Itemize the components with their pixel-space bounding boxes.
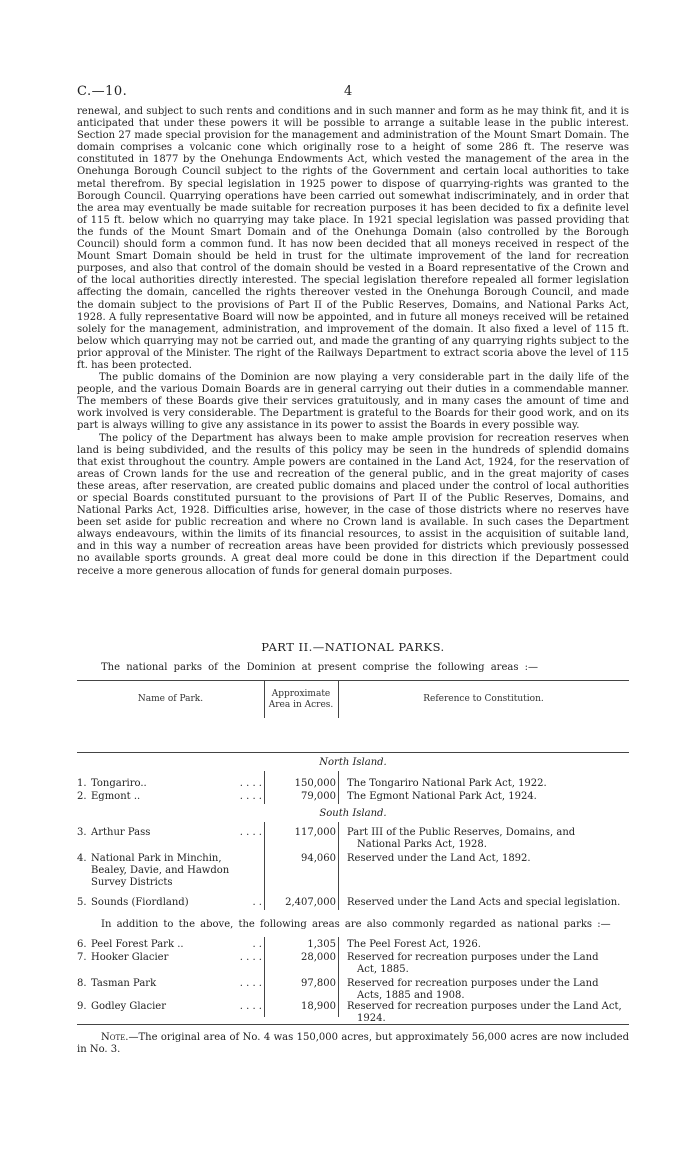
table-header-rule — [77, 752, 629, 753]
park-area: 1,305 — [307, 939, 336, 950]
column-header-area-line2: Area in Acres. — [268, 700, 334, 710]
south-divider-2 — [338, 822, 339, 910]
park-reference: The Peel Forest Act, 1926. — [347, 939, 481, 950]
additional-divider-2 — [338, 937, 339, 1017]
paragraph-mount-smart: renewal, and subject to such rents and conditions and in such manner and form as he may think fit, and it is anticipated that under these powers it will be possible to arrange a suitable lease in the public interest. Section 27 made special provision for the management and administration of the Mount Smart Domain. The domain comprises a volcanic cone which originally rose to a height of some 286 ft. The reserve was constituted in 1877 by the Onehunga Endowments Act, which vested the management of the area in the Onehunga Borough Council subject to the rights of the Government and certain local authorities to take metal therefrom. By special legislation in 1925 power to dispose of quarrying-rights was granted to the Borough Council. Quarrying operations have been carried out somewhat indiscriminately, and in order that the area may eventually be made suitable for recreation purposes it has been decided to fix a definite level of 115 ft. below which no quarrying may take place. In 1921 special legislation was passed providing that the funds of the Mount Smart Domain and of the Onehunga Domain (also controlled by the Borough Council) should form a common fund. It has now been decided that all moneys received in respect of the Mount Smart Domain should be held in trust for the ultimate improvement of the land for recreation purposes, and also that control of the domain should be vested in a Board representative of the Crown and of the local authorities directly interested. The special legislation therefore repealed all former legislation affecting the domain, cancelled the rights thereover vested in the Onehunga Borough Council, and made the domain subject to the provisions of Part II of the Public Reserves, Domains, and National Parks Act, 1928. A fully representative Board will now be appointed, and in future all moneys received will be retained solely for the management, administration, and improvement of the domain. It also fixed a level of 115 ft. below which quarrying may not be carried out, and made the granting of any quarrying rights subject to the prior approval of the Minister. The right of the Railways Department to extract scoria above the level of 115 ft. has been protected. — [77, 106, 629, 371]
park-name: Peel Forest Park .. — [91, 939, 184, 950]
park-name: Godley Glacier — [91, 1001, 166, 1012]
park-area: 18,900 — [301, 1001, 336, 1012]
additional-divider-1 — [264, 937, 265, 1017]
document-reference: C.—10. — [77, 84, 128, 99]
park-name: Sounds (Fiordland) — [91, 897, 189, 908]
park-name: Egmont .. — [91, 791, 141, 802]
park-name: Tasman Park — [91, 978, 157, 989]
park-reference: Reserved for recreation purposes under the Land Act, 1924. — [347, 1001, 622, 1024]
column-header-name: Name of Park. — [137, 694, 204, 704]
north-divider-1 — [264, 771, 265, 804]
park-reference: The Egmont National Park Act, 1924. — [347, 791, 537, 802]
note-label: Note. — [101, 1032, 129, 1043]
park-name: Arthur Pass — [91, 827, 151, 838]
footnote — [77, 1032, 629, 1056]
column-header-reference: Reference to Constitution. — [423, 694, 544, 704]
park-reference: Reserved for recreation purposes under the Land Acts, 1885 and 1908. — [347, 978, 599, 1001]
additional-areas-intro: In addition to the above, the following areas are also commonly regarded as national parks :— — [101, 919, 611, 930]
park-name: Tongariro.. — [91, 778, 147, 789]
north-divider-2 — [338, 771, 339, 804]
column-header-area-line1: Approximate — [271, 689, 331, 699]
note-text: —The original area of No. 4 was 150,000 acres, but approximately 56,000 acres are now included in No. 3. — [77, 1032, 629, 1055]
page-header — [77, 84, 637, 100]
park-reference: Part III of the Public Reserves, Domains, and National Parks Act, 1928. — [347, 827, 576, 850]
south-island-heading: South Island. — [319, 808, 387, 819]
north-island-heading: North Island. — [319, 757, 387, 768]
park-name: National Park in Minchin, — [91, 853, 222, 864]
park-area: 150,000 — [294, 778, 336, 789]
park-reference: The Tongariro National Park Act, 1922. — [347, 778, 547, 789]
paragraph-department-policy: The policy of the Department has always been to make ample provision for recreation reserves when land is being subdivided, and the results of this policy may be seen in the hundreds of splendid domains that exist throughout the country. Ample powers are contained in the Land Act, 1924, for the reservation of areas of Crown lands for the use and recreation of the general public, and in the great majority of cases these areas, after reservation, are created public domains and placed under the control of local authorities or special Boards constituted pursuant to the provisions of Part II of the Public Reserves, Domains, and National Parks Act, 1928. Difficulties arise, however, in the case of those districts where no reserves have been set aside for public recreation and where no Crown land is available. In such cases the Department always endeavours, within the limits of its financial resources, to assist in the acquisition of suitable land, and in this way a number of recreation areas have been provided for districts which previously possessed no available sports grounds. A great deal more could be done in this direction if the Department could receive a more generous allocation of funds for general domain purposes. — [77, 432, 629, 577]
park-area: 97,800 — [301, 978, 336, 989]
park-area: 117,000 — [294, 827, 336, 838]
page-number: 4 — [344, 84, 353, 99]
park-reference: Reserved for recreation purposes under the Land Act, 1885. — [347, 952, 599, 975]
park-area: 79,000 — [301, 791, 336, 802]
south-divider-1 — [264, 822, 265, 910]
table-top-rule — [77, 680, 629, 681]
body-text — [77, 106, 629, 578]
park-reference: Reserved under the Land Act, 1892. — [347, 853, 531, 864]
section-heading: PART II.—NATIONAL PARKS. — [261, 640, 445, 654]
park-reference: Reserved under the Land Acts and special legislation. — [347, 897, 621, 908]
table-intro: The national parks of the Dominion at present comprise the following areas :— — [101, 662, 539, 673]
park-area: 94,060 — [301, 853, 336, 864]
park-area: 2,407,000 — [285, 897, 336, 908]
paragraph-public-domains: The public domains of the Dominion are now playing a very considerable part in the daily life of the people, and the various Domain Boards are in general carrying out their duties in a commendable manner. The members of these Boards give their services gratuitously, and in many cases the amount of time and work involved is very considerable. The Department is grateful to the Boards for their good work, and on its part is always willing to give any assistance in its power to assist the Boards in every possible way. — [77, 372, 629, 432]
park-name: Hooker Glacier — [91, 952, 169, 963]
park-area: 28,000 — [301, 952, 336, 963]
